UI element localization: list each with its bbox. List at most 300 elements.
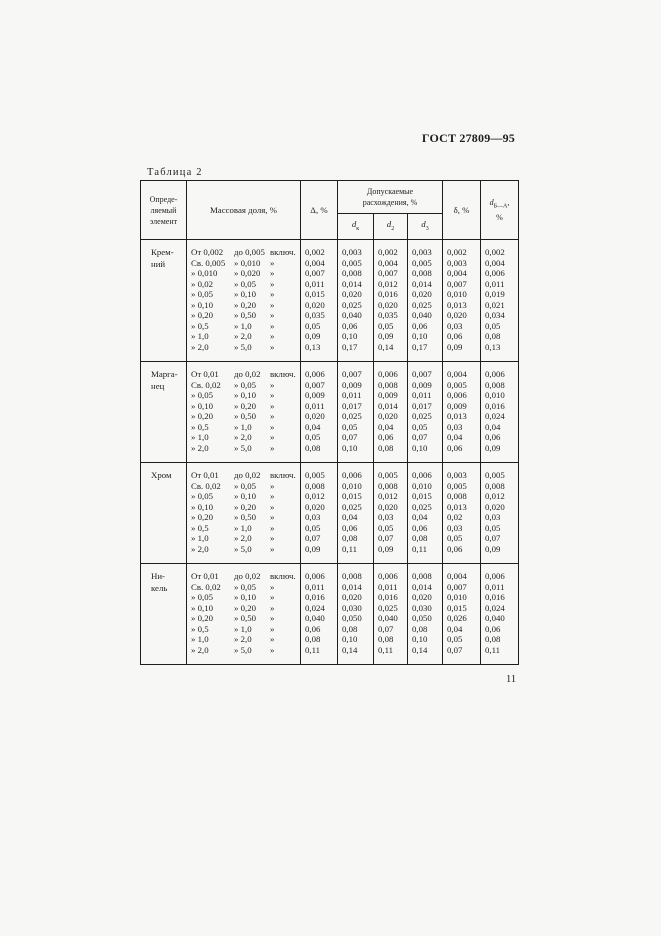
dk-value: 0,008 (342, 571, 362, 581)
db-value: 0,006 (447, 390, 467, 400)
mass-fraction-part: » 0,20 (234, 602, 256, 613)
mass-fraction-line (191, 390, 300, 401)
mass-fraction-line (191, 369, 300, 380)
mass-fraction-line (191, 481, 300, 492)
dk-value: 0,04 (342, 512, 358, 522)
mass-fraction-part: включ. (270, 571, 296, 581)
d2-value: 0,08 (378, 634, 394, 644)
header-element-text: Опреде- ляемый элемент (149, 194, 178, 226)
mass-fraction-part: » 0,10 (234, 289, 256, 299)
dk-value: 0,07 (342, 432, 358, 442)
d3-value: 0,020 (412, 592, 432, 602)
mass-fraction-line (191, 443, 300, 454)
d2-value: 0,11 (378, 644, 394, 655)
db-value: 0,010 (447, 289, 467, 299)
mass-fraction-part: » 0,5 (191, 522, 209, 533)
mass-fraction-part: » (270, 644, 275, 655)
delta-value: 0,06 (305, 623, 321, 634)
mass-fraction-part: » 0,05 (234, 278, 256, 289)
header-d3-sub: 3 (425, 225, 429, 232)
mass-fraction-line (191, 401, 300, 412)
mass-fraction-part: » 2,0 (234, 331, 252, 341)
d2-value: 0,008 (378, 379, 398, 390)
mass-fraction-line (191, 533, 300, 544)
mass-fraction-part: » 0,50 (234, 310, 256, 320)
mass-fraction-line (191, 613, 300, 624)
mass-fraction-part: » 2,0 (191, 644, 209, 655)
db-value: 0,005 (447, 379, 467, 390)
delta-value: 0,035 (305, 310, 325, 320)
dr-value: 0,05 (485, 320, 501, 331)
mass-fraction-part: Св. 0,02 (191, 379, 221, 390)
db-value: 0,04 (447, 432, 463, 442)
mass-fraction-part: » 0,20 (234, 400, 256, 411)
d3-value: 0,04 (412, 512, 428, 522)
mass-fraction-part: » (270, 257, 275, 268)
d3-value: 0,08 (412, 533, 428, 543)
element-name-text: Хром (151, 470, 172, 480)
db-value: 0,06 (447, 331, 463, 341)
mass-fraction-part: » 0,02 (191, 278, 213, 289)
mass-fraction-line (191, 411, 300, 422)
mass-fraction-part: включ. (270, 369, 296, 379)
mass-fraction-part: » (270, 501, 275, 512)
delta-cell (301, 240, 338, 362)
db-cell (443, 240, 481, 362)
delta-value: 0,03 (305, 512, 321, 522)
dr-value: 0,08 (485, 331, 501, 341)
d3-value: 0,17 (412, 341, 428, 352)
header-d-range-sub: Б—А (493, 203, 508, 210)
mass-fraction-line (191, 247, 300, 258)
dr-value: 0,006 (485, 369, 505, 379)
mass-fraction-line (191, 603, 300, 614)
mass-fraction-part: » 0,5 (191, 320, 209, 331)
mass-fraction-part: до 0,02 (234, 369, 261, 379)
table-row (141, 362, 519, 463)
mass-fraction-part: » (270, 331, 275, 341)
d2-value: 0,008 (378, 480, 398, 491)
mass-fraction-part: » 1,0 (191, 331, 209, 341)
mass-fraction-cell (187, 463, 301, 564)
delta-value: 0,05 (305, 522, 321, 533)
d2-cell (374, 463, 408, 564)
d2-value: 0,04 (378, 421, 394, 432)
db-value: 0,07 (447, 644, 463, 655)
delta-value: 0,004 (305, 257, 325, 268)
mass-fraction-part: » 1,0 (191, 634, 209, 644)
mass-fraction-line (191, 571, 300, 582)
mass-fraction-line (191, 342, 300, 353)
d2-value: 0,012 (378, 491, 398, 501)
dk-value: 0,05 (342, 421, 358, 432)
delta-value: 0,007 (305, 379, 325, 390)
mass-fraction-part: » 0,20 (234, 299, 256, 310)
mass-fraction-part: » (270, 602, 275, 613)
mass-fraction-part: » (270, 613, 275, 623)
db-value: 0,06 (447, 543, 463, 554)
mass-fraction-part: » 0,05 (234, 581, 256, 592)
dk-value: 0,10 (342, 331, 358, 341)
mass-fraction-part: » (270, 390, 275, 400)
mass-fraction-line (191, 512, 300, 523)
mass-fraction-part: » 1,0 (234, 421, 252, 432)
dk-value: 0,030 (342, 602, 362, 613)
d2-value: 0,06 (378, 432, 394, 442)
d2-value: 0,03 (378, 512, 394, 522)
page-number: 11 (506, 674, 517, 685)
dk-cell (338, 463, 374, 564)
header-dk (338, 214, 374, 240)
dr-value: 0,024 (485, 602, 505, 613)
header-d-range: $d_{Б—А}$, % (481, 181, 519, 240)
mass-fraction-part: » 0,10 (191, 602, 213, 613)
d2-value: 0,016 (378, 592, 398, 602)
mass-fraction-line (191, 258, 300, 269)
mass-fraction-part: » (270, 623, 275, 634)
mass-fraction-part: » (270, 310, 275, 320)
d2-value: 0,002 (378, 247, 398, 257)
d3-value: 0,10 (412, 442, 428, 453)
delta-value: 0,024 (305, 602, 325, 613)
d2-value: 0,009 (378, 390, 398, 400)
dk-value: 0,011 (342, 390, 362, 400)
mass-fraction-part: Св. 0,005 (191, 257, 226, 268)
d3-value: 0,06 (412, 522, 428, 533)
header-element (141, 181, 187, 240)
dr-value: 0,040 (485, 613, 505, 623)
mass-fraction-part: » 2,0 (234, 634, 252, 644)
mass-fraction-part: » 0,05 (191, 592, 213, 602)
db-value: 0,05 (447, 634, 463, 644)
d2-value: 0,006 (378, 571, 398, 581)
d2-value: 0,011 (378, 581, 398, 592)
dr-value: 0,020 (485, 501, 505, 512)
dk-value: 0,010 (342, 480, 362, 491)
dk-value: 0,015 (342, 491, 362, 501)
db-value: 0,009 (447, 400, 467, 411)
element-name (141, 362, 187, 463)
dk-value: 0,020 (342, 289, 362, 299)
dr-value: 0,008 (485, 379, 505, 390)
dr-value: 0,012 (485, 491, 505, 501)
dk-value: 0,007 (342, 369, 362, 379)
d3-value: 0,006 (412, 470, 432, 480)
delta-cell (301, 463, 338, 564)
dr-value: 0,09 (485, 442, 501, 453)
mass-fraction-part: » (270, 533, 275, 543)
mass-fraction-part: » 0,10 (234, 491, 256, 501)
mass-fraction-line (191, 544, 300, 555)
delta-value: 0,015 (305, 289, 325, 299)
mass-fraction-part: включ. (270, 247, 296, 257)
mass-fraction-part: » 0,020 (234, 268, 261, 278)
dk-cell (338, 564, 374, 665)
delta-value: 0,009 (305, 390, 325, 400)
dr-value: 0,08 (485, 634, 501, 644)
d3-value: 0,011 (412, 390, 432, 400)
d2-value: 0,09 (378, 543, 394, 554)
d3-value: 0,014 (412, 581, 432, 592)
d3-value: 0,050 (412, 613, 432, 623)
mass-fraction-part: » 0,50 (234, 411, 256, 421)
mass-fraction-cell (187, 240, 301, 362)
d3-value: 0,009 (412, 379, 432, 390)
mass-fraction-part: » (270, 289, 275, 299)
d2-value: 0,05 (378, 320, 394, 331)
element-name-text: Ни- кель (151, 571, 168, 593)
d2-value: 0,07 (378, 623, 394, 634)
d3-value: 0,06 (412, 320, 428, 331)
delta-value: 0,040 (305, 613, 325, 623)
db-value: 0,007 (447, 581, 467, 592)
header-delta-b: δ, % (443, 181, 481, 240)
d2-cell (374, 564, 408, 665)
mass-fraction-part: » 2,0 (191, 543, 209, 554)
mass-fraction-line (191, 432, 300, 443)
header-delta: Δ, % (301, 181, 338, 240)
d2-value: 0,005 (378, 470, 398, 480)
dr-cell (481, 362, 519, 463)
d3-value: 0,010 (412, 480, 432, 491)
mass-fraction-part: » (270, 512, 275, 522)
delta-value: 0,11 (305, 644, 321, 655)
db-value: 0,06 (447, 442, 463, 453)
delta-cell (301, 564, 338, 665)
d3-value: 0,07 (412, 432, 428, 442)
dr-value: 0,010 (485, 390, 505, 400)
dk-value: 0,014 (342, 581, 362, 592)
table-caption: Таблица 2 (147, 167, 203, 178)
dk-value: 0,017 (342, 400, 362, 411)
d3-value: 0,020 (412, 289, 432, 299)
db-value: 0,007 (447, 278, 467, 289)
d2-value: 0,14 (378, 341, 394, 352)
mass-fraction-part: » (270, 421, 275, 432)
mass-fraction-part: » 0,20 (191, 411, 213, 421)
dr-value: 0,006 (485, 571, 505, 581)
mass-fraction-line (191, 470, 300, 481)
mass-fraction-part: » (270, 432, 275, 442)
db-value: 0,09 (447, 341, 463, 352)
header-allowed-text: Допускаемые расхождения, % (362, 187, 418, 207)
mass-fraction-part: » 0,010 (234, 257, 261, 268)
data-table (140, 180, 519, 665)
db-value: 0,020 (447, 310, 467, 320)
delta-value: 0,05 (305, 320, 321, 331)
dk-value: 0,020 (342, 592, 362, 602)
mass-fraction-part: » 0,05 (234, 480, 256, 491)
dr-value: 0,09 (485, 543, 501, 554)
mass-fraction-line (191, 289, 300, 300)
mass-fraction-line (191, 279, 300, 290)
dk-value: 0,025 (342, 299, 362, 310)
delta-value: 0,012 (305, 491, 325, 501)
d3-value: 0,008 (412, 571, 432, 581)
dk-value: 0,008 (342, 268, 362, 278)
mass-fraction-part: » 0,05 (234, 379, 256, 390)
mass-fraction-line (191, 634, 300, 645)
mass-fraction-line (191, 502, 300, 513)
delta-value: 0,002 (305, 247, 325, 257)
mass-fraction-part: » 2,0 (234, 432, 252, 442)
d2-value: 0,035 (378, 310, 398, 320)
mass-fraction-part: » (270, 592, 275, 602)
delta-value: 0,08 (305, 634, 321, 644)
mass-fraction-part: » 0,010 (191, 268, 218, 278)
d3-value: 0,08 (412, 623, 428, 634)
delta-value: 0,006 (305, 369, 325, 379)
db-cell (443, 564, 481, 665)
db-value: 0,010 (447, 592, 467, 602)
mass-fraction-part: » 0,10 (234, 592, 256, 602)
d3-value: 0,14 (412, 644, 428, 655)
dr-value: 0,11 (485, 644, 501, 655)
dk-cell (338, 362, 374, 463)
table-body (141, 240, 519, 665)
element-name-text: Марга- нец (151, 369, 178, 391)
dr-cell (481, 463, 519, 564)
mass-fraction-part: » 5,0 (234, 644, 252, 655)
dr-value: 0,011 (485, 278, 505, 289)
mass-fraction-part: » 0,05 (191, 390, 213, 400)
delta-value: 0,008 (305, 480, 325, 491)
d3-value: 0,025 (412, 411, 432, 421)
header-d3-symbol: d (421, 218, 426, 229)
dr-value: 0,021 (485, 299, 505, 310)
header-d2-symbol: d (386, 218, 392, 229)
d2-value: 0,09 (378, 331, 394, 341)
dk-value: 0,10 (342, 634, 358, 644)
dr-value: 0,04 (485, 421, 501, 432)
mass-fraction-line (191, 582, 300, 593)
dk-value: 0,025 (342, 411, 362, 421)
mass-fraction-part: » 0,5 (191, 421, 209, 432)
dr-cell (481, 240, 519, 362)
d2-value: 0,05 (378, 522, 394, 533)
db-value: 0,04 (447, 623, 463, 634)
d3-cell (408, 564, 443, 665)
element-name-text: Крем- ний (151, 247, 174, 269)
header-d3 (408, 214, 443, 240)
d3-value: 0,008 (412, 268, 432, 278)
d3-cell (408, 463, 443, 564)
dr-value: 0,06 (485, 623, 501, 634)
mass-fraction-part: » 0,20 (191, 310, 213, 320)
delta-value: 0,09 (305, 331, 321, 341)
mass-fraction-part: » 1,0 (191, 432, 209, 442)
db-value: 0,013 (447, 411, 467, 421)
db-value: 0,004 (447, 268, 467, 278)
db-value: 0,004 (447, 571, 467, 581)
mass-fraction-part: » (270, 400, 275, 411)
mass-fraction-line (191, 422, 300, 433)
dk-value: 0,003 (342, 247, 362, 257)
delta-value: 0,011 (305, 581, 325, 592)
header-mass-fraction: Массовая доля, % (187, 181, 301, 240)
db-value: 0,008 (447, 491, 467, 501)
dr-value: 0,011 (485, 581, 505, 592)
mass-fraction-part: Св. 0,02 (191, 581, 221, 592)
table-row (141, 463, 519, 564)
dr-value: 0,06 (485, 432, 501, 442)
d2-value: 0,020 (378, 299, 398, 310)
dk-value: 0,08 (342, 623, 358, 634)
d2-value: 0,004 (378, 257, 398, 268)
dr-value: 0,016 (485, 400, 505, 411)
delta-value: 0,005 (305, 470, 325, 480)
db-value: 0,013 (447, 299, 467, 310)
mass-fraction-part: до 0,02 (234, 470, 261, 480)
mass-fraction-part: » (270, 543, 275, 554)
dk-value: 0,040 (342, 310, 362, 320)
table-row (141, 240, 519, 362)
db-value: 0,026 (447, 613, 467, 623)
mass-fraction-part: » (270, 522, 275, 533)
dr-value: 0,006 (485, 268, 505, 278)
db-cell (443, 362, 481, 463)
db-value: 0,03 (447, 522, 463, 533)
mass-fraction-part: » 5,0 (234, 442, 252, 453)
dk-value: 0,014 (342, 278, 362, 289)
db-value: 0,03 (447, 421, 463, 432)
mass-fraction-part: » 1,0 (234, 320, 252, 331)
mass-fraction-part: » 0,20 (234, 501, 256, 512)
mass-fraction-part: » 0,10 (191, 299, 213, 310)
dr-value: 0,016 (485, 592, 505, 602)
element-name (141, 564, 187, 665)
mass-fraction-part: включ. (270, 470, 296, 480)
dk-value: 0,14 (342, 644, 358, 655)
d2-value: 0,016 (378, 289, 398, 299)
mass-fraction-part: » (270, 480, 275, 491)
db-value: 0,02 (447, 512, 463, 522)
document-header: ГОСТ 27809—95 (421, 131, 515, 145)
mass-fraction-part: до 0,02 (234, 571, 261, 581)
delta-value: 0,07 (305, 533, 321, 543)
d3-value: 0,017 (412, 400, 432, 411)
d3-value: 0,005 (412, 257, 432, 268)
dk-value: 0,06 (342, 522, 358, 533)
dk-value: 0,005 (342, 257, 362, 268)
delta-cell (301, 362, 338, 463)
mass-fraction-part: » 0,20 (191, 613, 213, 623)
mass-fraction-line (191, 268, 300, 279)
delta-value: 0,04 (305, 421, 321, 432)
db-value: 0,013 (447, 501, 467, 512)
d3-value: 0,007 (412, 369, 432, 379)
mass-fraction-part: » (270, 634, 275, 644)
mass-fraction-part: » (270, 411, 275, 421)
delta-value: 0,016 (305, 592, 325, 602)
header-d-range-symbol: d (489, 197, 494, 207)
header-d2 (374, 214, 408, 240)
table-row (141, 564, 519, 665)
dk-cell (338, 240, 374, 362)
db-value: 0,003 (447, 257, 467, 268)
mass-fraction-line (191, 380, 300, 391)
mass-fraction-part: » (270, 299, 275, 310)
db-value: 0,003 (447, 470, 467, 480)
dr-value: 0,13 (485, 341, 501, 352)
mass-fraction-line (191, 300, 300, 311)
mass-fraction-part: » 1,0 (191, 533, 209, 543)
delta-value: 0,05 (305, 432, 321, 442)
d3-value: 0,10 (412, 331, 428, 341)
d2-value: 0,07 (378, 533, 394, 543)
dk-value: 0,009 (342, 379, 362, 390)
dk-value: 0,06 (342, 320, 358, 331)
